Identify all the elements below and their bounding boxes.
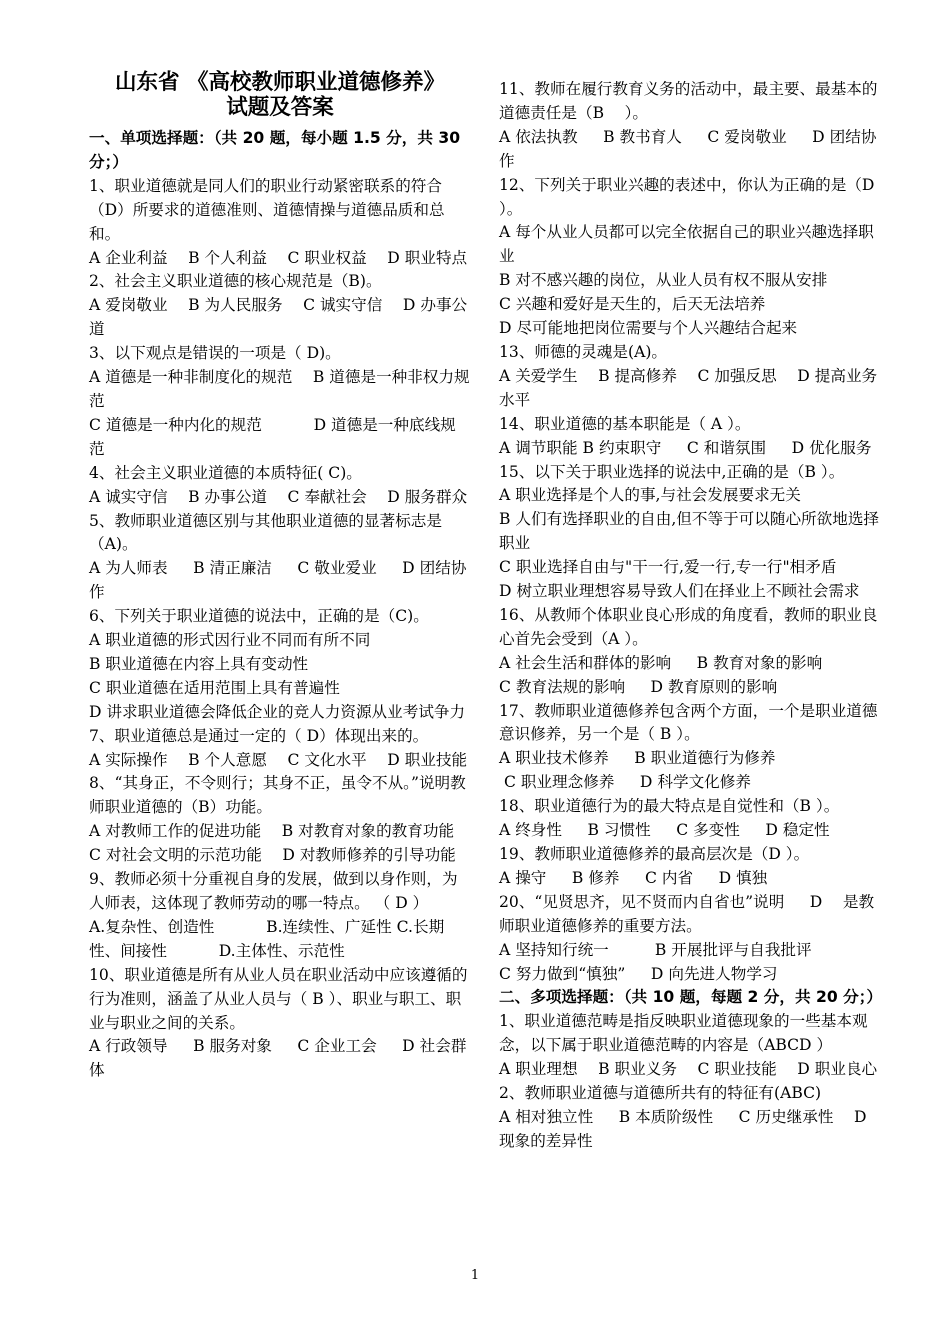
question-text: 16、从教师个体职业良心形成的角度看，教师的职业良心首先会受到（A ）。 <box>499 605 878 648</box>
question-text: 20、“见贤思齐，见不贤而内自省也”说明 D 是教师职业道德修养的重要方法。 <box>499 892 875 935</box>
answer-options: B 对不感兴趣的岗位，从业人员有权不服从安排 <box>499 271 828 290</box>
answer-options: A 爱岗敬业 B 为人民服务 C 诚实守信 D 办事公道 <box>89 296 468 339</box>
answer-options: B 人们有选择职业的自由,但不等于可以随心所欲地选择职业 <box>499 510 880 553</box>
answer-options: C 对社会文明的示范功能 D 对教师修养的引导功能 <box>89 846 456 865</box>
answer-options: A 关爱学生 B 提高修养 C 加强反思 D 提高业务水平 <box>499 366 878 409</box>
answer-options: A 终身性 B 习惯性 C 多变性 D 稳定性 <box>499 821 830 840</box>
answer-options: A 企业利益 B 个人利益 C 职业权益 D 职业特点 <box>89 248 468 267</box>
answer-options: A 相对独立性 B 本质阶级性 C 历史继承性 D 现象的差异性 <box>499 1107 872 1150</box>
question-text: 9、教师必须十分重视自身的发展，做到以身作则，为人师表，这体现了教师劳动的哪一特点。 （ D ） <box>89 870 458 912</box>
answer-options: C 教育法规的影响 D 教育原则的影响 <box>499 677 778 696</box>
document-title <box>89 70 471 120</box>
question-text: 13、师德的灵魂是(A)。 <box>499 342 668 361</box>
question-text: 18、职业道德行为的最大特点是自觉性和（B ）。 <box>499 797 840 816</box>
question-text: 19、教师职业道德修养的最高层次是（D ）。 <box>499 845 810 863</box>
question-text: 3、以下观点是错误的一项是（ D)。 <box>89 344 341 363</box>
title-line-2: 试题及答案 <box>226 95 334 120</box>
answer-options: A 职业理想 B 职业义务 C 职业技能 D 职业良心 <box>499 1060 878 1079</box>
left-column <box>89 70 471 1083</box>
question-text: 17、教师职业道德修养包含两个方面，一个是职业道德意识修养，另一个是（ B ）。 <box>499 701 878 744</box>
answer-options: A 每个从业人员都可以完全依据自己的职业兴趣选择职业 <box>499 223 874 266</box>
answer-options: D 讲求职业道德会降低企业的竞人力资源从业考试争力 <box>89 702 466 721</box>
answer-options: A 操守 B 修养 C 内省 D 慎独 <box>499 868 768 887</box>
answer-options: C 职业理念修养 D 科学文化修养 <box>499 773 751 792</box>
question-text: 1、职业道德范畴是指反映职业道德现象的一些基本观念，以下属于职业道德范畴的内容是（ABCD ） <box>499 1012 868 1055</box>
section-heading: 一、单项选择题：（共 20 题，每小题 1.5 分，共 30 分；） <box>89 129 466 171</box>
answer-options: A 实际操作 B 个人意愿 C 文化水平 D 职业技能 <box>89 750 468 769</box>
title-line-1: 山东省 《高校教师职业道德修养》 <box>115 70 445 95</box>
answer-options: A 道德是一种非制度化的规范 B 道德是一种非权力规范 <box>89 368 470 410</box>
question-text: 8、“其身正，不令则行；其身不正，虽令不从。”说明教师职业道德的（B）功能。 <box>89 774 466 817</box>
answer-options: A 坚持知行统一 B 开展批评与自我批评 <box>499 940 812 959</box>
answer-options: A.复杂性、创造性 B.连续性、广延性 C.长期性、间接性 D.主体性、示范性 <box>89 917 445 960</box>
question-text: 2、社会主义职业道德的核心规范是（B)。 <box>89 272 382 291</box>
answer-options: A 对教师工作的促进功能 B 对教育对象的教育功能 <box>89 822 455 841</box>
answer-options: D 尽可能地把岗位需要与个人兴趣结合起来 <box>499 319 798 338</box>
answer-options: A 诚实守信 B 办事公道 C 奉献社会 D 服务群众 <box>89 487 468 506</box>
question-text: 11、教师在履行教育义务的活动中，最主要、最基本的道德责任是（B ）。 <box>499 80 878 122</box>
section-heading: 二、多项选择题：（共 10 题，每题 2 分，共 20 分；） <box>499 988 883 1007</box>
page-number: 1 <box>470 1268 480 1283</box>
answer-options: C 职业选择自由与"干一行,爱一行,专一行"相矛盾 <box>499 558 837 577</box>
answer-options: A 社会生活和群体的影响 B 教育对象的影响 <box>499 653 823 672</box>
answer-options: A 为人师表 B 清正廉洁 C 敬业爱业 D 团结协作 <box>89 559 467 602</box>
question-text: 7、职业道德总是通过一定的（ D）体现出来的。 <box>89 726 429 745</box>
question-text: 14、职业道德的基本职能是（ A ）。 <box>499 414 751 433</box>
answer-options: A 依法执教 B 教书育人 C 爱岗敬业 D 团结协作 <box>499 127 877 170</box>
question-text: 1、职业道德就是同人们的职业行动紧密联系的符合（D）所要求的道德准则、道德情操与道德品质和总和。 <box>89 176 445 243</box>
answer-options: D 树立职业理想容易导致人们在择业上不顾社会需求 <box>499 582 860 601</box>
answer-options: C 努力做到“慎独” D 向先进人物学习 <box>499 964 778 983</box>
answer-options: A 行政领导 B 服务对象 C 企业工会 D 社会群体 <box>89 1037 467 1080</box>
answer-options: C 兴趣和爱好是天生的，后天无法培养 <box>499 295 766 314</box>
question-text: 5、教师职业道德区别与其他职业道德的显著标志是（A)。 <box>89 511 442 554</box>
question-text: 4、社会主义职业道德的本质特征( C)。 <box>89 463 362 482</box>
question-text: 15、以下关于职业选择的说法中,正确的是（B ）。 <box>499 462 845 481</box>
question-text: 2、教师职业道德与道德所共有的特征有(ABC) <box>499 1084 822 1103</box>
answer-options: A 职业选择是个人的事,与社会发展要求无关 <box>499 486 801 505</box>
answer-options: C 道德是一种内化的规范 D 道德是一种底线规范 <box>89 415 456 458</box>
answer-options: A 职业技术修养 B 职业道德行为修养 <box>499 749 776 768</box>
question-text: 6、下列关于职业道德的说法中，正确的是（C)。 <box>89 607 429 626</box>
answer-options: C 职业道德在适用范围上具有普遍性 <box>89 678 340 697</box>
answer-options: A 调节职能 B 约束职守 C 和谐氛围 D 优化服务 <box>499 438 872 457</box>
answer-options: B 职业道德在内容上具有变动性 <box>89 654 309 673</box>
question-text: 12、下列关于职业兴趣的表述中，你认为正确的是（D ）。 <box>499 175 880 218</box>
question-text: 10、职业道德是所有从业人员在职业活动中应该遵循的行为准则，涵盖了从业人员与（ B ）、职业与职工、职业与职业之间的关系。 <box>89 965 468 1032</box>
answer-options: A 职业道德的形式因行业不同而有所不同 <box>89 631 371 650</box>
right-column <box>499 78 881 1154</box>
